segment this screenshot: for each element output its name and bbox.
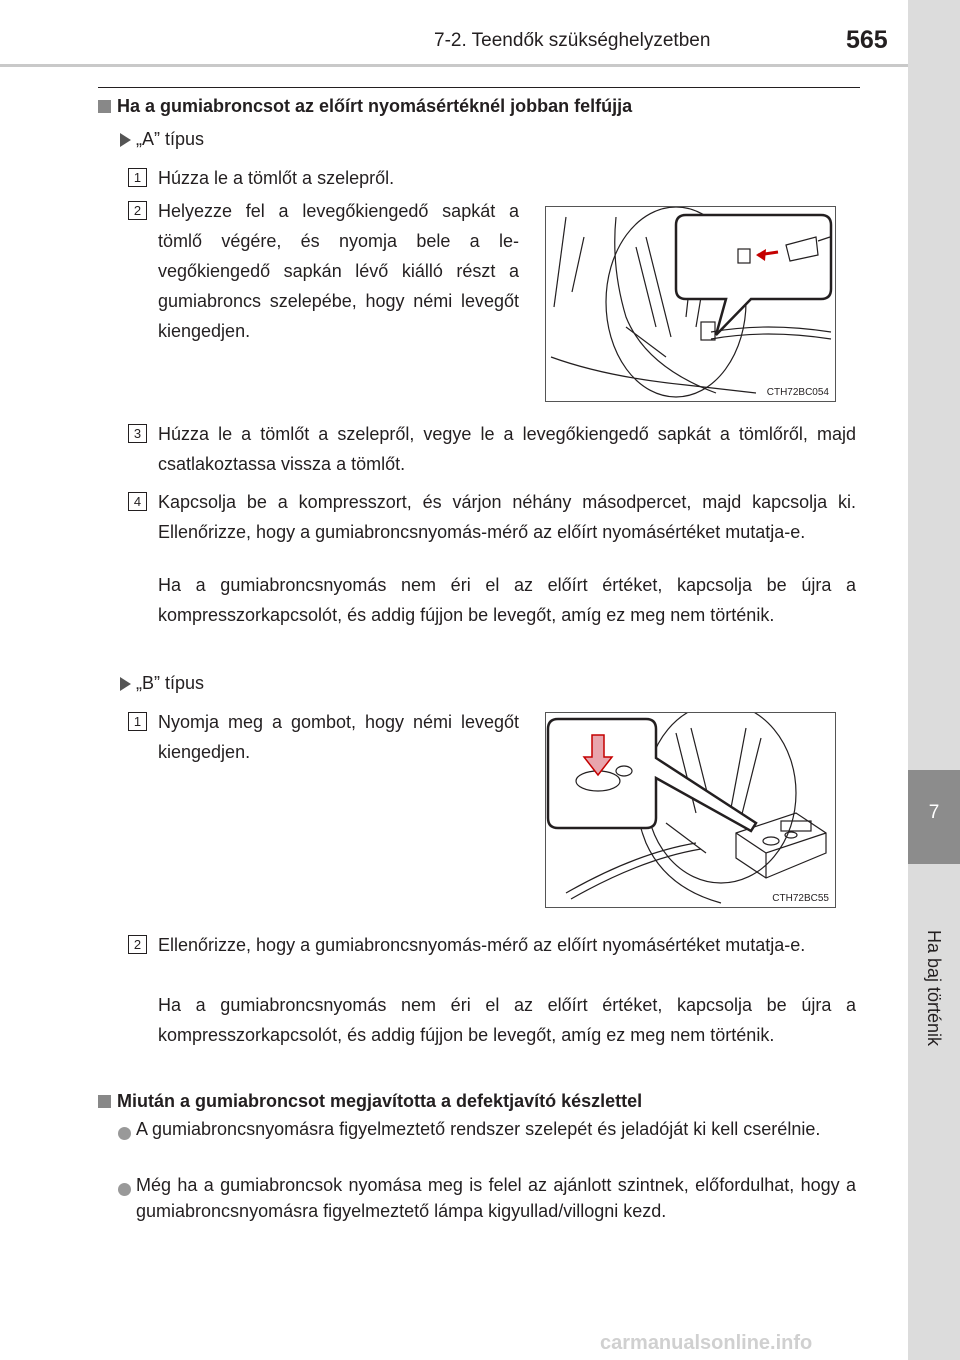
step-number-badge: 3 bbox=[128, 424, 147, 443]
compressor-illustration bbox=[545, 712, 836, 908]
valve-cap-illustration bbox=[545, 206, 836, 402]
step-text: Húzza le a tömlőt a szelepről, vegye le a levegőkiengedő sapkát a tömlőről, majd csatlakoztassa vissza a tömlőt. bbox=[158, 424, 856, 474]
step-number-badge: 1 bbox=[128, 168, 147, 187]
triangle-bullet-icon bbox=[120, 133, 131, 147]
step-text: Ellenőrizze, hogy a gumiabroncsnyomás-mérő az előírt nyomásértéket mutatja-e. bbox=[158, 935, 806, 955]
note-text: Ha a gumiabroncsnyomás nem éri el az előírt értéket, kapcsolja be újra a kompresszorkapcsolót, és addig fújjon be levegőt, amíg ez meg nem történik. bbox=[158, 995, 856, 1045]
step-text: Kapcsolja be a kompresszort, és várjon néhány másodpercet, majd kapcsolja ki. Ellenőrizze, hogy a gumiabroncsnyomás-mérő az előírt nyomásértéket mutatja-e. bbox=[158, 492, 856, 542]
chapter-title: Ha baj történik bbox=[924, 930, 944, 1047]
step-number-badge: 4 bbox=[128, 492, 147, 511]
side-tab-background bbox=[908, 0, 960, 1360]
figure-caption: CTH72BC55 bbox=[772, 893, 829, 904]
step-number-badge: 1 bbox=[128, 712, 147, 731]
triangle-bullet-icon bbox=[120, 677, 131, 691]
step-text: Nyomja meg a gombot, hogy némi levegőt kiengedjen. bbox=[158, 712, 519, 762]
content-divider bbox=[98, 87, 860, 88]
round-bullet-icon bbox=[118, 1127, 131, 1140]
header-divider bbox=[0, 64, 908, 67]
step-number-badge: 2 bbox=[128, 935, 147, 954]
figure-caption: CTH72BC054 bbox=[766, 387, 829, 398]
square-bullet-icon bbox=[98, 1095, 111, 1108]
section-heading: Ha a gumiabroncsot az előírt nyomásértéknél jobban felfújja bbox=[117, 96, 633, 116]
note-text: Ha a gumiabroncsnyomás nem éri el az előírt értéket, kapcsolja be újra a kompresszorkapcsolót, és addig fújjon be levegőt, amíg ez meg nem történik. bbox=[158, 575, 856, 625]
bullet-text: A gumiabroncsnyomásra figyelmeztető rendszer szelepét és jeladóját ki kell cserélnie. bbox=[136, 1119, 821, 1139]
round-bullet-icon bbox=[118, 1183, 131, 1196]
type-a-label: „A” típus bbox=[136, 129, 205, 149]
chapter-number: 7 bbox=[928, 802, 940, 823]
step-text: Helyezze fel a levegőkiengedő sapkát a tömlő végére, és nyomja bele a levegőkiengedő sapkán lévő kiálló részt a gumiabroncs szelepébe, hogy némi levegőt kiengedjen. bbox=[158, 201, 519, 341]
compressor-drawing bbox=[546, 713, 835, 907]
page-number: 565 bbox=[846, 26, 888, 54]
step-text: Húzza le a tömlőt a szelepről. bbox=[158, 168, 395, 188]
watermark: carmanualsonline.info bbox=[600, 1332, 813, 1354]
section-heading: Miután a gumiabroncsot megjavította a defektjavító készlettel bbox=[117, 1091, 643, 1111]
bullet-text: Még ha a gumiabroncsok nyomása meg is felel az ajánlott szintnek, előfordulhat, hogy a gumiabroncsnyomásra figyelmeztető lámpa kigyullad/villogni kezd. bbox=[136, 1175, 856, 1221]
step-number-badge: 2 bbox=[128, 201, 147, 220]
square-bullet-icon bbox=[98, 100, 111, 113]
section-title: 7-2. Teendők szükséghelyzetben bbox=[434, 30, 711, 51]
wheel-valve-drawing bbox=[546, 207, 835, 401]
type-b-label: „B” típus bbox=[136, 673, 205, 693]
